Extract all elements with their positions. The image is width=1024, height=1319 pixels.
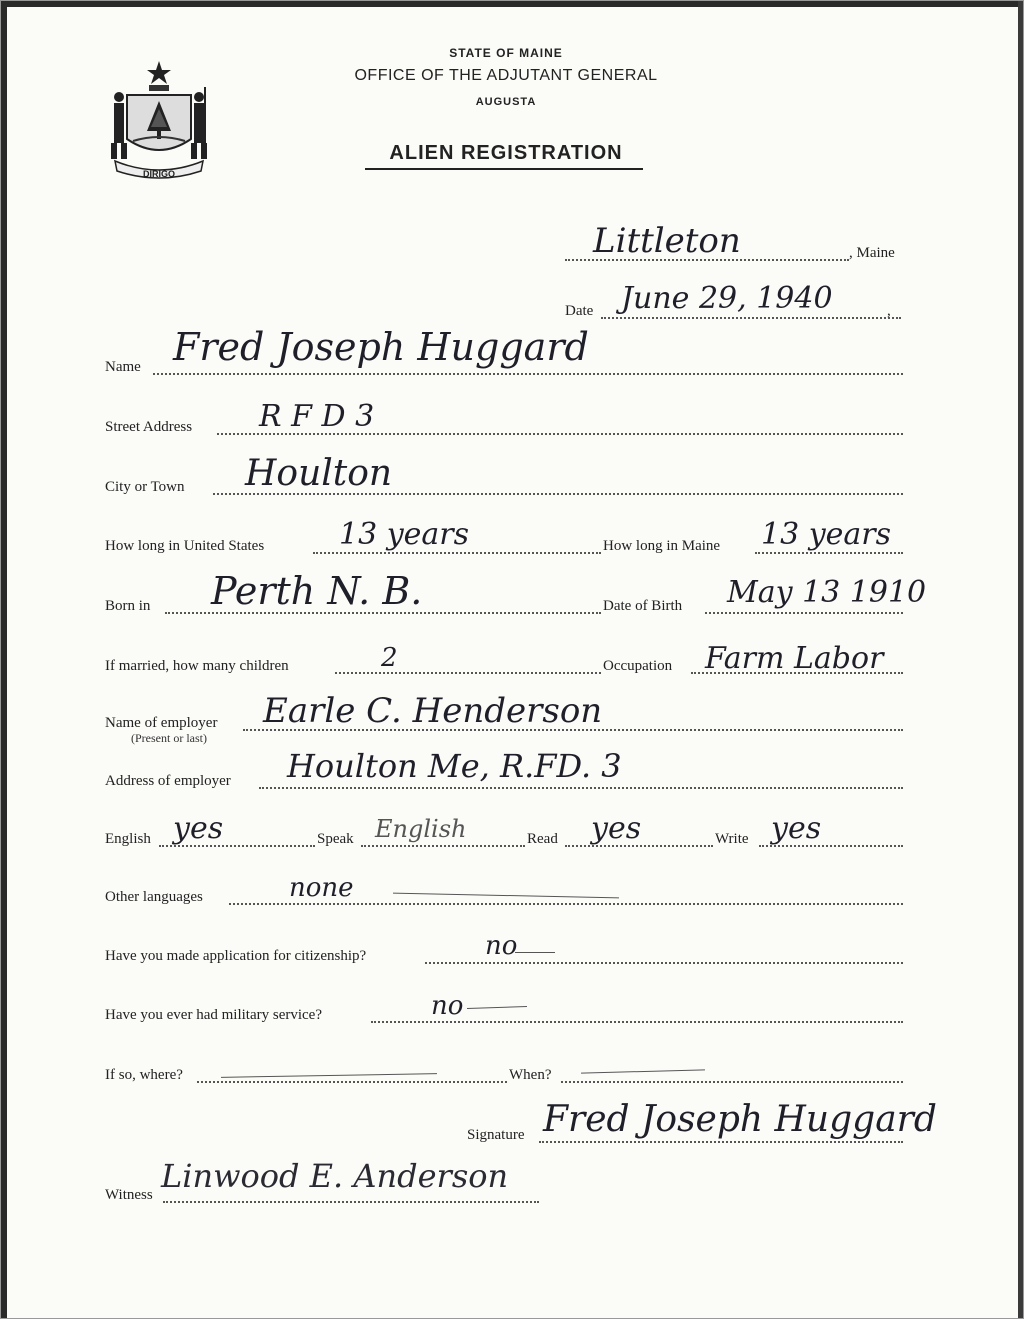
other-languages-label: Other languages (105, 889, 203, 905)
english-value[interactable]: yes (173, 811, 224, 846)
name-value[interactable]: Fred Joseph Huggard (173, 325, 589, 369)
signature-label: Signature (467, 1127, 525, 1143)
scan-edge-left (1, 1, 7, 1319)
signature-line (539, 1141, 903, 1143)
military-value[interactable]: no (431, 991, 464, 1021)
english-label: English (105, 831, 151, 847)
speak-line (361, 845, 525, 847)
title-underline (365, 168, 643, 170)
citizenship-value[interactable]: no (485, 931, 518, 961)
born-in-label: Born in (105, 598, 151, 614)
read-value[interactable]: yes (591, 811, 642, 846)
other-languages-value[interactable]: none (289, 873, 354, 903)
when-dash (581, 1069, 705, 1073)
scan-edge-right (1018, 1, 1023, 1319)
born-in-value[interactable]: Perth N. B. (211, 569, 423, 613)
how-long-us-value[interactable]: 13 years (339, 517, 470, 552)
speak-value[interactable]: English (375, 815, 467, 843)
occupation-label: Occupation (603, 658, 673, 674)
other-languages-line (229, 903, 903, 905)
employer-name-value[interactable]: Earle C. Henderson (263, 691, 603, 731)
how-long-us-label: How long in United States (105, 538, 265, 554)
date-label: Date (565, 303, 594, 319)
header-state: STATE OF MAINE (449, 46, 563, 60)
witness-line (163, 1201, 539, 1203)
citizenship-line (425, 962, 903, 964)
witness-value[interactable]: Linwood E. Anderson (161, 1157, 509, 1195)
employer-address-value[interactable]: Houlton Me, R.FD. 3 (287, 747, 622, 785)
other-languages-dash (393, 893, 619, 899)
how-long-maine-line (755, 552, 903, 554)
street-address-value[interactable]: R F D 3 (259, 399, 375, 434)
seal-motto: DIRIGO (142, 169, 175, 179)
witness-label: Witness (105, 1187, 153, 1203)
scan-edge-top (1, 1, 1024, 7)
name-line (153, 373, 903, 375)
name-label: Name (105, 359, 141, 375)
employer-address-line (259, 787, 903, 789)
how-long-maine-label: How long in Maine (603, 538, 721, 554)
maine-state-seal-icon (105, 57, 213, 183)
employer-name-sublabel: (Present or last) (131, 731, 207, 745)
date-trail: , (887, 303, 891, 319)
citizenship-label: Have you made application for citizenship? (105, 948, 367, 964)
form-title: ALIEN REGISTRATION (389, 142, 623, 164)
street-address-label: Street Address (105, 419, 193, 435)
write-value[interactable]: yes (771, 811, 822, 846)
employer-address-label: Address of employer (105, 773, 231, 789)
date-of-birth-label: Date of Birth (603, 598, 683, 614)
write-label: Write (715, 831, 749, 847)
children-line (335, 672, 601, 674)
date-of-birth-value[interactable]: May 13 1910 (727, 575, 927, 610)
when-line (561, 1081, 903, 1083)
if-so-where-dash (221, 1073, 437, 1078)
date-of-birth-line (705, 612, 903, 614)
speak-label: Speak (317, 831, 354, 847)
military-label: Have you ever had military service? (105, 1007, 322, 1023)
children-value[interactable]: 2 (381, 643, 398, 673)
town-value[interactable]: Littleton (593, 221, 741, 261)
header-city: AUGUSTA (475, 96, 537, 108)
city-or-town-value[interactable]: Houlton (245, 453, 393, 494)
signature-value[interactable]: Fred Joseph Huggard (543, 1099, 937, 1140)
date-value[interactable]: June 29, 1940 (621, 281, 833, 316)
employer-name-label: Name of employer (105, 715, 218, 731)
military-line (371, 1021, 903, 1023)
read-label: Read (527, 831, 558, 847)
header-office: OFFICE OF THE ADJUTANT GENERAL (354, 67, 658, 84)
military-dash (467, 1006, 527, 1009)
when-label: When? (509, 1067, 552, 1083)
how-long-us-line (313, 552, 601, 554)
if-so-where-line (197, 1081, 507, 1083)
occupation-value[interactable]: Farm Labor (705, 641, 884, 676)
how-long-maine-value[interactable]: 13 years (761, 517, 892, 552)
date-line (601, 317, 901, 319)
children-label: If married, how many children (105, 658, 289, 674)
if-so-where-label: If so, where? (105, 1067, 183, 1083)
city-or-town-label: City or Town (105, 479, 185, 495)
citizenship-dash (515, 952, 555, 953)
town-state-label: , Maine (849, 245, 895, 261)
